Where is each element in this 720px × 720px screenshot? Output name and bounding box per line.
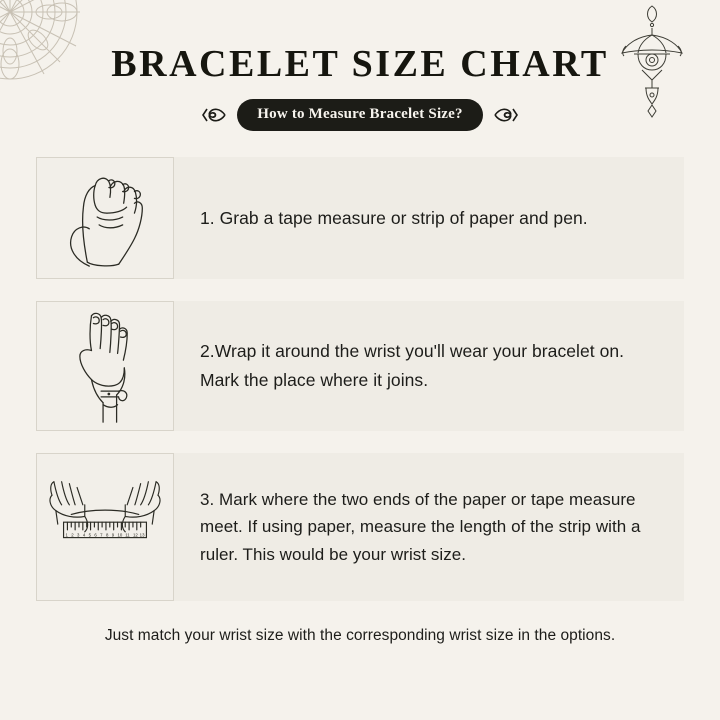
- subtitle-row: [0, 99, 720, 131]
- svg-text:5: 5: [88, 532, 92, 538]
- footer-note: Just match your wrist size with the corresponding wrist size in the options.: [104, 626, 616, 644]
- svg-text:9: 9: [111, 532, 115, 538]
- svg-text:13: 13: [139, 532, 145, 538]
- step-text: 3. Mark where the two ends of the paper or tape measure meet. If using paper, measure the length of the strip with a ruler. This would be your wrist size.: [200, 489, 641, 564]
- step-image: [36, 453, 174, 601]
- hand-with-tape-around-wrist-illustration: [46, 308, 164, 424]
- svg-text:12: 12: [132, 532, 138, 538]
- svg-text:8: 8: [105, 532, 109, 538]
- subtitle-pill: How to Measure Bracelet Size?: [237, 99, 482, 131]
- svg-text:1: 1: [65, 532, 68, 538]
- svg-text:3: 3: [77, 532, 80, 538]
- svg-text:4: 4: [82, 532, 86, 538]
- page-title: BRACELET SIZE CHART: [111, 43, 609, 85]
- scroll-flourish-icon: [201, 105, 227, 125]
- closed-fist-hand-illustration: [46, 164, 164, 272]
- step-text: 1. Grab a tape measure or strip of paper and pen.: [200, 207, 588, 228]
- svg-text:11: 11: [125, 532, 130, 538]
- svg-text:2: 2: [71, 532, 74, 538]
- step-image: [36, 301, 174, 431]
- hands-measuring-paper-strip-with-ruler-illustration: [42, 474, 168, 580]
- list-item: [36, 301, 684, 431]
- steps-list: [0, 157, 720, 601]
- svg-text:7: 7: [100, 532, 103, 538]
- scroll-flourish-icon: [493, 105, 519, 125]
- list-item: [36, 157, 684, 279]
- step-text: 2.Wrap it around the wrist you'll wear your bracelet on. Mark the place where it joins.: [200, 341, 625, 390]
- step-image: [36, 157, 174, 279]
- svg-text:6: 6: [94, 532, 97, 538]
- svg-text:10: 10: [117, 532, 123, 538]
- list-item: [36, 453, 684, 601]
- page-header: [0, 0, 720, 131]
